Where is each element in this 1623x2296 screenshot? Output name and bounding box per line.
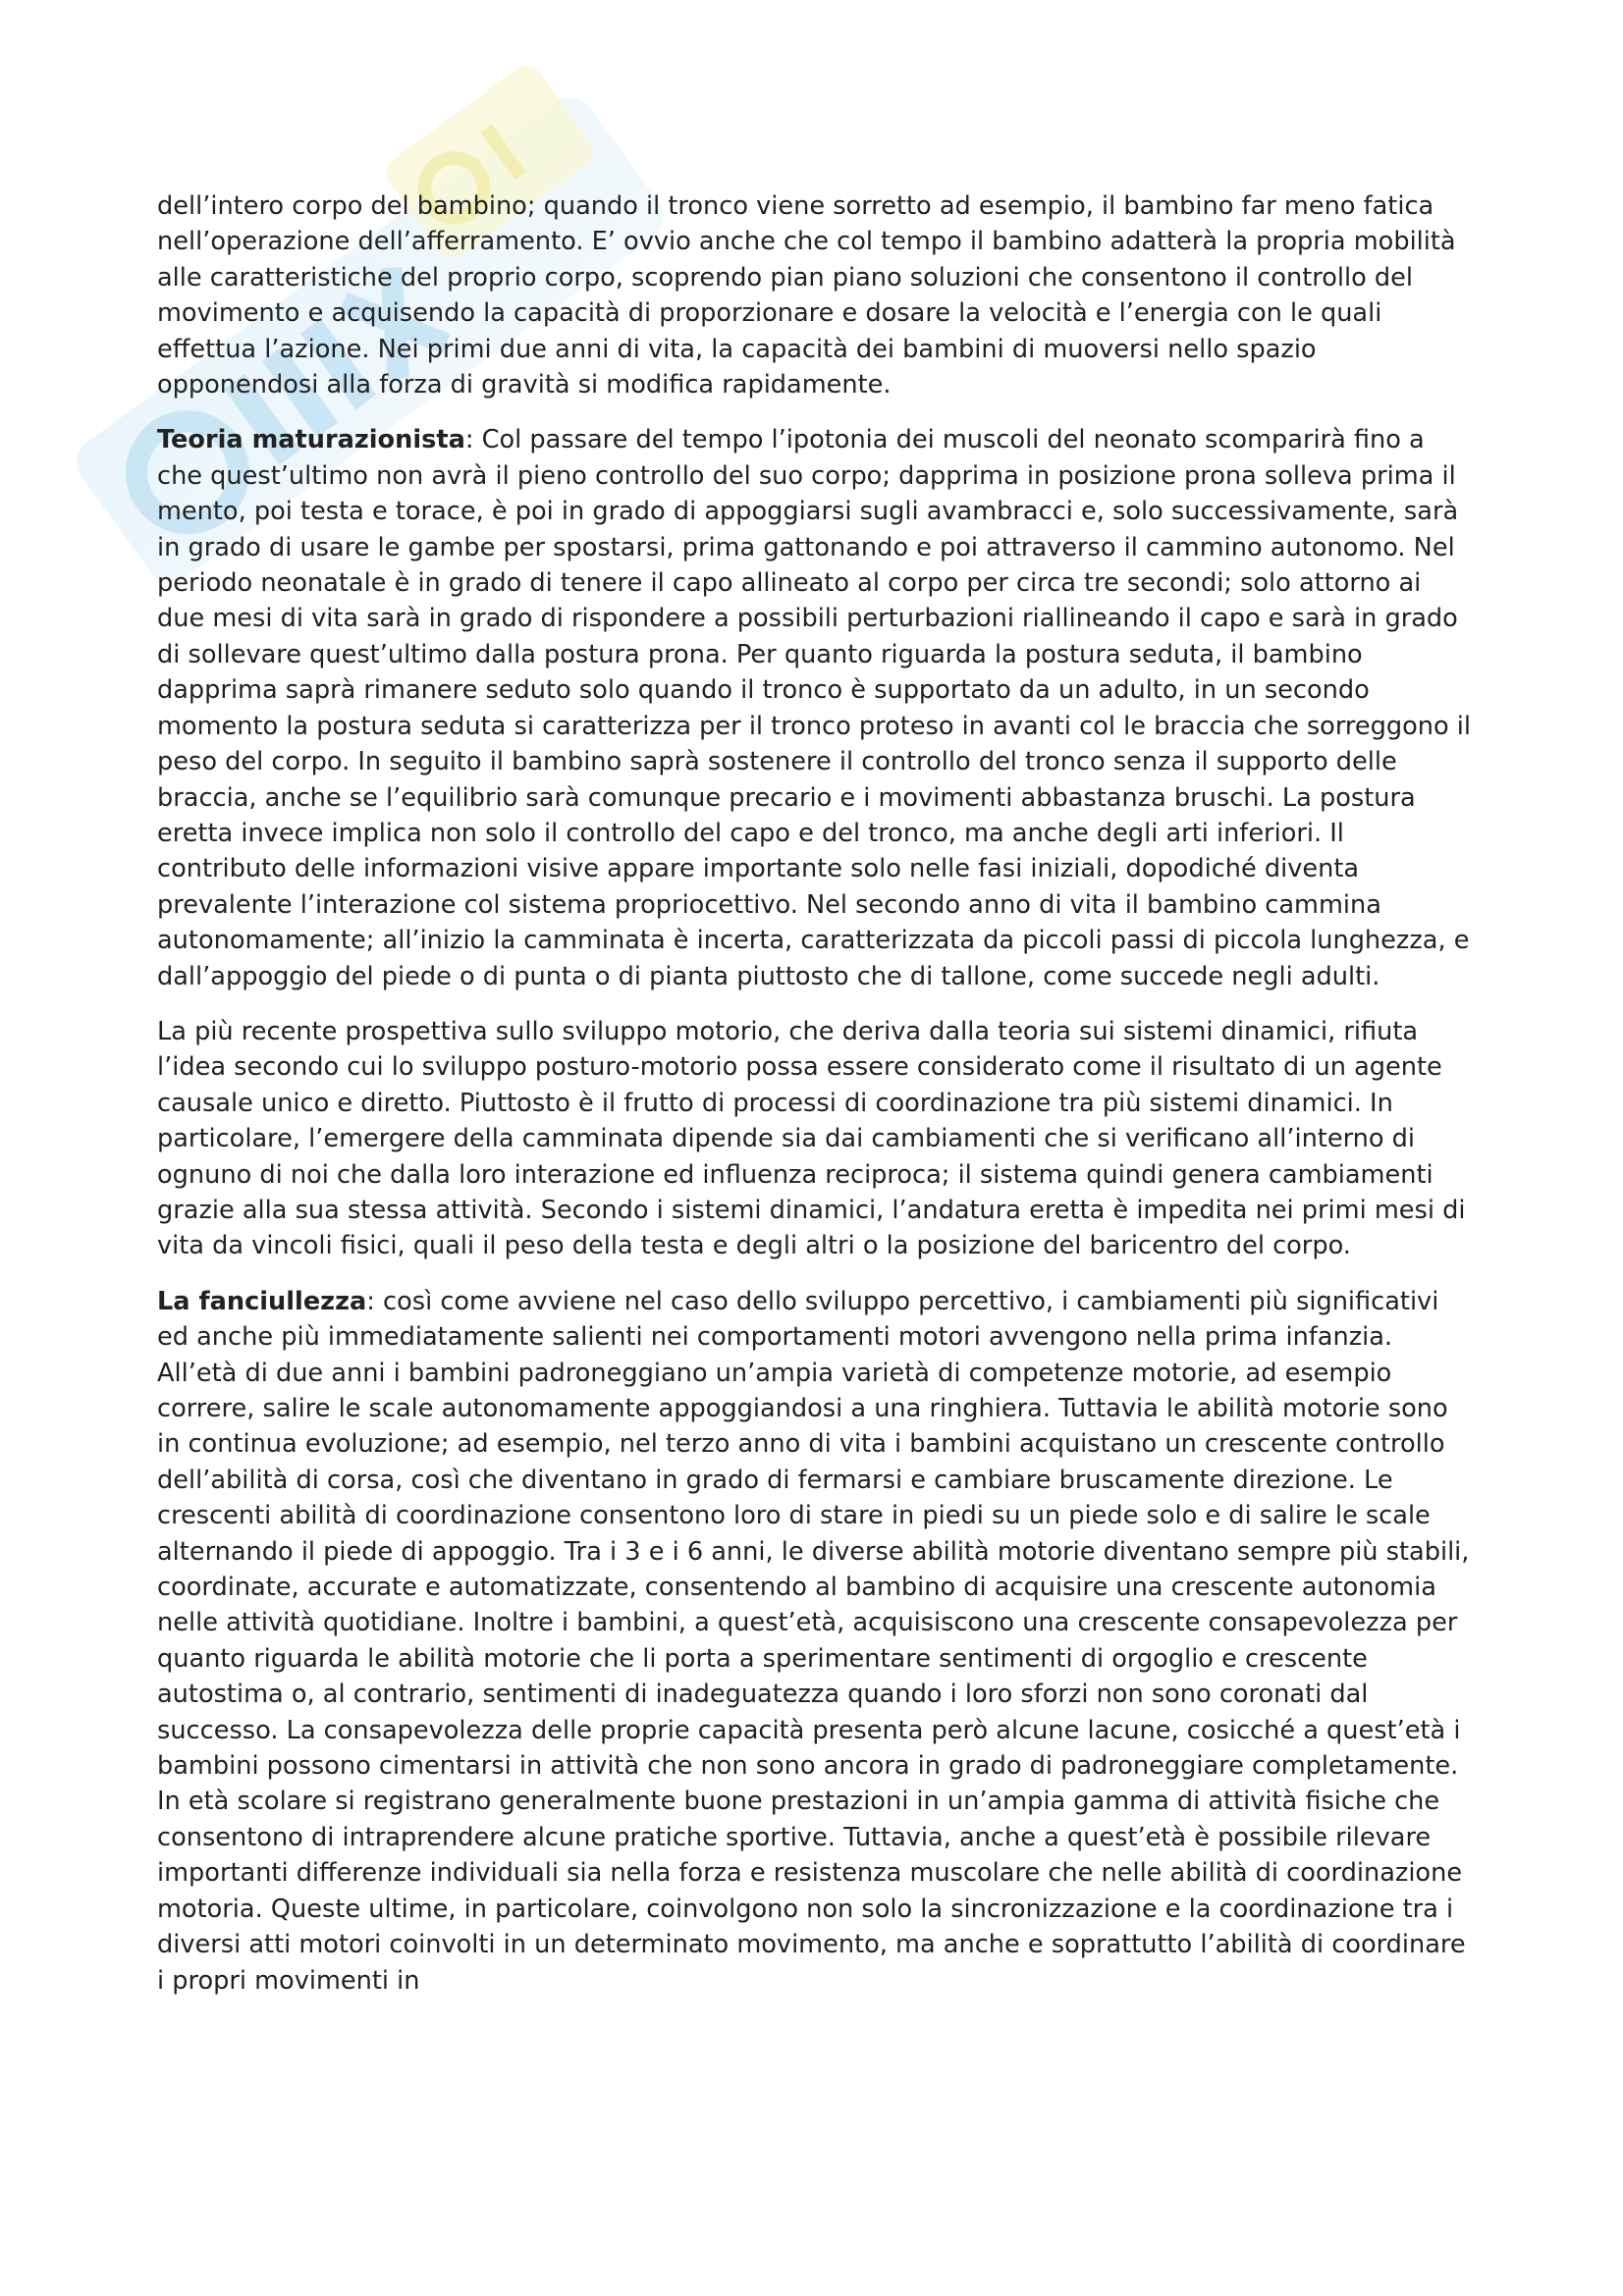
paragraph-3-text: La più recente prospettiva sullo sviluppo motorio, che deriva dalla teoria sui sistemi dinamici, rifiuta l’idea secondo cui lo sviluppo posturo-motorio possa essere considerato come il risultato di un agente causale unico e diretto. Piuttosto è il frutto di processi di coordinazione tra più sistemi dinamici. In particolare, l’emergere della camminata dipende sia dai cambiamenti che si verificano all’interno di ognuno di noi che dalla loro interazione ed influenza reciproca; il sistema quindi genera cambiamenti grazie alla sua stessa attività. Secondo i sistemi dinamici, l’andatura eretta è impedita nei primi mesi di vita da vincoli fisici, quali il peso della testa e degli altri o la posizione del baricentro del corpo. xyxy=(157,1016,1466,1261)
section-heading-la-fanciullezza: La fanciullezza xyxy=(157,1286,367,1316)
paragraph-4-text: : così come avviene nel caso dello sviluppo percettivo, i cambiamenti più significativi ed anche più immediatamente salienti nei comportamenti motori avvengono nella prima infanzia. All’età di due anni i bambini padroneggiano un’ampia varietà di competenze motorie, ad esempio correre, salire le scale autonomamente appoggiandosi a una ringhiera. Tuttavia le abilità motorie sono in continua evoluzione; ad esempio, nel terzo anno di vita i bambini acquistano un crescente controllo dell’abilità di corsa, così che diventano in grado di fermarsi e cambiare bruscamente direzione. Le crescenti abilità di coordinazione consentono loro di stare in piedi su un piede solo e di salire le scale alternando il piede di appoggio. Tra i 3 e i 6 anni, le diverse abilità motorie diventano sempre più stabili, coordinate, accurate e automatizzate, consentendo al bambino di acquisire una crescente autonomia nelle attività quotidiane. Inoltre i bambini, a quest’età, acquisiscono una crescente consapevolezza per quanto riguarda le abilità motorie che li porta a sperimentare sentimenti di orgoglio e crescente autostima o, al contrario, sentimenti di inadeguatezza quando i loro sforzi non sono coronati dal successo. La consapevolezza delle proprie capacità presenta però alcune lacune, cosicché a quest’età i bambini possono cimentarsi in attività che non sono ancora in grado di padroneggiare completamente. In età scolare si registrano generalmente buone prestazioni in un’ampia gamma di attività fisiche che consentono di intraprendere alcune pratiche sportive. Tuttavia, anche a quest’età è possibile rilevare importanti differenze individuali sia nella forza e resistenza muscolare che nelle abilità di coordinazione motoria. Queste ultime, in particolare, coinvolgono non solo la sincronizzazione e la coordinazione tra i diversi atti motori coinvolti in un determinato movimento, ma anche e soprattutto l’abilità di coordinare i propri movimenti in xyxy=(157,1286,1470,1996)
body-text xyxy=(157,188,1473,2018)
paragraph-1-text: dell’intero corpo del bambino; quando il tronco viene sorretto ad esempio, il bambino far meno fatica nell’operazione dell’afferramento. E’ ovvio anche che col tempo il bambino adatterà la propria mobilità alle caratteristiche del proprio corpo, scoprendo pian piano soluzioni che consentono il controllo del movimento e acquisendo la capacità di proporzionare e dosare la velocità e l’energia con le quali effettua l’azione. Nei primi due anni di vita, la capacità dei bambini di muoversi nello spazio opponendosi alla forza di gravità si modifica rapidamente. xyxy=(157,191,1456,400)
paragraph-2-text: : Col passare del tempo l’ipotonia dei muscoli del neonato scomparirà fino a che quest’ultimo non avrà il pieno controllo del suo corpo; dapprima in posizione prona solleva prima il mento, poi testa e torace, è poi in grado di appoggiarsi sugli avambracci e, solo successivamente, sarà in grado di usare le gambe per spostarsi, prima gattonando e poi attraverso il cammino autonomo. Nel periodo neonatale è in grado di tenere il capo allineato al corpo per circa tre secondi; solo attorno ai due mesi di vita sarà in grado di rispondere a possibili perturbazioni riallineando il capo e sarà in grado di sollevare quest’ultimo dalla postura prona. Per quanto riguarda la postura seduta, il bambino dapprima saprà rimanere seduto solo quando il tronco è supportato da un adulto, in un secondo momento la postura seduta si caratterizza per il tronco proteso in avanti col le braccia che sorreggono il peso del corpo. In seguito il bambino saprà sostenere il controllo del tronco senza il supporto delle braccia, anche se l’equilibrio sarà comunque precario e i movimenti abbastanza bruschi. La postura eretta invece implica non solo il controllo del capo e del tronco, ma anche degli arti inferiori. Il contributo delle informazioni visive appare importante solo nelle fasi iniziali, dopodiché diventa prevalente l’interazione col sistema propriocettivo. Nel secondo anno di vita il bambino cammina autonomamente; all’inizio la camminata è incerta, caratterizzata da piccoli passi di piccola lunghezza, e dall’appoggio del piede o di punta o di pianta piuttosto che di tallone, come succede negli adulti. xyxy=(157,425,1471,991)
paragraph-4 xyxy=(157,1284,1473,1999)
paragraph-2 xyxy=(157,422,1473,994)
section-heading-teoria-maturazionista: Teoria maturazionista xyxy=(157,425,465,455)
paragraph-3 xyxy=(157,1014,1473,1264)
paragraph-1 xyxy=(157,188,1473,402)
